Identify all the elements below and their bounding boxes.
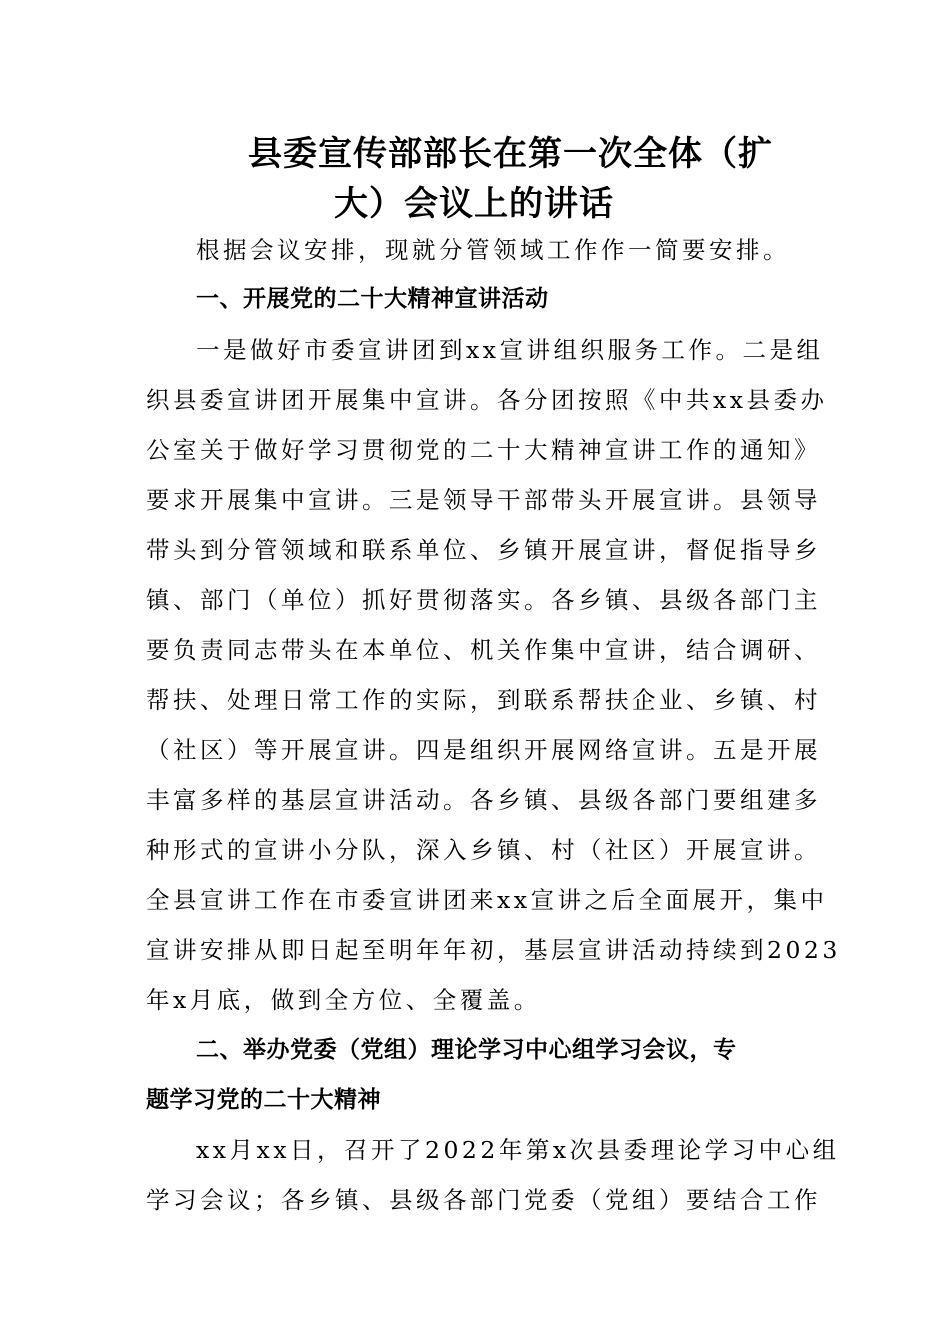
- section-1-line: 一是做好市委宣讲团到xx宣讲组织服务工作。二是组: [196, 336, 824, 364]
- section-1-line: 织县委宣讲团开展集中宣讲。各分团按照《中共xx县委办: [146, 386, 828, 414]
- section-1-line: 帮扶、处理日常工作的实际，到联系帮扶企业、乡镇、村: [146, 686, 821, 714]
- section-1-line: 丰富多样的基层宣讲活动。各乡镇、县级各部门要组建多: [146, 786, 821, 814]
- section-1-line: 镇、部门（单位）抓好贯彻落实。各乡镇、县级各部门主: [146, 586, 821, 614]
- section-1-line: 年x月底，做到全方位、全覆盖。: [146, 986, 541, 1014]
- document-title-line-1: 县委宣传部部长在第一次全体（扩: [248, 134, 773, 174]
- section-2-line: 学习会议；各乡镇、县级各部门党委（党组）要结合工作: [146, 1186, 821, 1214]
- section-1-line: 宣讲安排从即日起至明年年初，基层宣讲活动持续到2023: [146, 936, 841, 964]
- section-1-line: 种形式的宣讲小分队，深入乡镇、村（社区）开展宣讲。: [146, 836, 821, 864]
- section-1-line: 要求开展集中宣讲。三是领导干部带头开展宣讲。县领导: [146, 486, 821, 514]
- section-1-line: 公室关于做好学习贯彻党的二十大精神宣讲工作的通知》: [146, 436, 821, 464]
- section-1-line: （社区）等开展宣讲。四是组织开展网络宣讲。五是开展: [146, 736, 821, 764]
- section-1-heading: 一、开展党的二十大精神宣讲活动: [196, 286, 549, 312]
- section-1-line: 全县宣讲工作在市委宣讲团来xx宣讲之后全面展开，集中: [146, 886, 828, 914]
- section-1-line: 带头到分管领域和联系单位、乡镇开展宣讲，督促指导乡: [146, 536, 821, 564]
- section-2-line: xx月xx日，召开了2022年第x次县委理论学习中心组: [196, 1136, 840, 1164]
- intro-paragraph: 根据会议安排，现就分管领域工作作一简要安排。: [196, 236, 790, 264]
- document-title-line-2: 大）会议上的讲话: [334, 184, 614, 224]
- section-2-heading-line-1: 二、举办党委（党组）理论学习中心组学习会议，专: [196, 1037, 737, 1063]
- section-1-line: 要负责同志带头在本单位、机关作集中宣讲，结合调研、: [146, 636, 821, 664]
- section-2-heading-line-2: 题学习党的二十大精神: [146, 1087, 381, 1113]
